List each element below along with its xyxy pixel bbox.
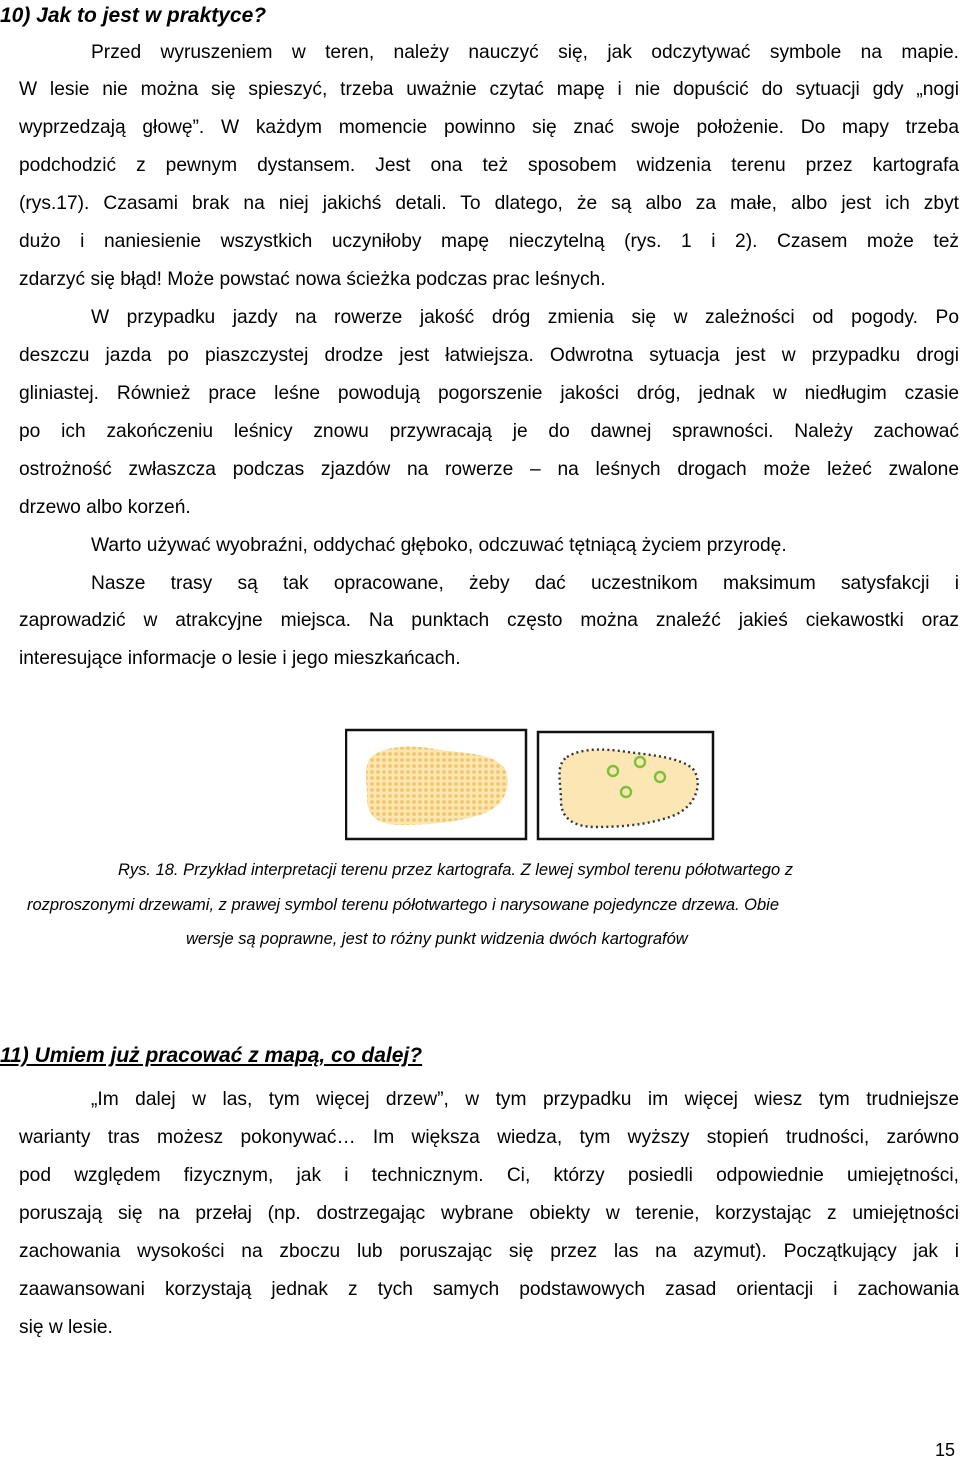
paragraph-line: podchodzić z pewnym dystansem. Jest ona też sposobem widzenia terenu przez kartografa	[19, 155, 959, 176]
paragraph-line: po ich zakończeniu leśnicy znowu przywracają je do dawnej sprawności. Należy zachować	[19, 421, 959, 442]
paragraph-line: drzewo albo korzeń.	[19, 497, 191, 518]
paragraph-line: Nasze trasy są tak opracowane, żeby dać uczestnikom maksimum satysfakcji i	[91, 573, 959, 594]
section-10-heading: 10) Jak to jest w praktyce?	[0, 4, 267, 27]
section-11-heading: 11) Umiem już pracować z mapą, co dalej?	[0, 1044, 423, 1067]
paragraph-line: zaprowadzić w atrakcyjne miejsca. Na punktach często można znaleźć jakieś ciekawostki oraz	[19, 610, 959, 631]
paragraph-line: ostrożność zwłaszcza podczas zjazdów na rowerze – na leśnych drogach może leżeć zwalone	[19, 459, 959, 480]
paragraph-line: W przypadku jazdy na rowerze jakość dróg zmienia się w zależności od pogody. Po	[91, 307, 959, 328]
page-number: 15	[935, 1440, 956, 1460]
paragraph-line: dużo i naniesienie wszystkich uczyniłoby mapę nieczytelną (rys. 1 i 2). Czasem może też	[19, 231, 959, 252]
left-terrain-panel	[346, 730, 526, 839]
right-terrain-panel	[538, 732, 713, 839]
paragraph-line: Przed wyruszeniem w teren, należy nauczyć się, jak odczytywać symbole na mapie.	[91, 42, 959, 63]
caption-line: wersje są poprawne, jest to różny punkt widzenia dwóch kartografów	[186, 930, 688, 948]
paragraph-line: pod względem fizycznym, jak i technicznym. Ci, którzy posiedli odpowiednie umiejętności,	[19, 1165, 959, 1186]
paragraph-line: deszczu jazda po piaszczystej drodze jest łatwiejsza. Odwrotna sytuacja jest w przypadku drogi	[19, 345, 959, 366]
paragraph-line: gliniastej. Również prace leśne powodują pogorszenie jakości dróg, jednak w niedługim czasie	[19, 383, 959, 404]
terrain-symbols-figure	[345, 727, 715, 841]
paragraph-line: „Im dalej w las, tym więcej drzew”, w tym przypadku im więcej wiesz tym trudniejsze	[91, 1089, 959, 1110]
paragraph-line: warianty tras możesz pokonywać… Im większa wiedza, tym wyższy stopień trudności, zarówno	[19, 1127, 959, 1148]
paragraph-line: zachowania wysokości na zboczu lub poruszając się przez las na azymut). Początkujący jak i	[19, 1241, 959, 1262]
paragraph-line: (rys.17). Czasami brak na niej jakichś detali. To dlatego, że są albo za małe, albo jest ich zbyt	[19, 193, 959, 214]
caption-line: rozproszonymi drzewami, z prawej symbol terenu półotwartego i narysowane pojedyncze drzewa. Obie	[27, 896, 780, 914]
caption-line: Rys. 18. Przykład interpretacji terenu przez kartografa. Z lewej symbol terenu półotwartego z	[118, 861, 793, 879]
paragraph-line: zaawansowani korzystają jednak z tych samych podstawowych zasad orientacji i zachowania	[19, 1279, 959, 1300]
paragraph-line: się w lesie.	[19, 1317, 113, 1338]
paragraph-line: Warto używać wyobraźni, oddychać głęboko, odczuwać tętniącą życiem przyrodę.	[91, 535, 787, 556]
paragraph-line: interesujące informacje o lesie i jego mieszkańcach.	[19, 648, 461, 669]
paragraph-line: zdarzyć się błąd! Może powstać nowa ścieżka podczas prac leśnych.	[19, 269, 606, 290]
paragraph-line: W lesie nie można się spieszyć, trzeba uważnie czytać mapę i nie dopuścić do sytuacji gdy „nogi	[19, 79, 959, 100]
paragraph-line: wyprzedzają głowę”. W każdym momencie powinno się znać swoje położenie. Do mapy trzeba	[19, 117, 959, 138]
paragraph-line: poruszają się na przełaj (np. dostrzegając wybrane obiekty w terenie, korzystając z umiejętności	[19, 1203, 959, 1224]
